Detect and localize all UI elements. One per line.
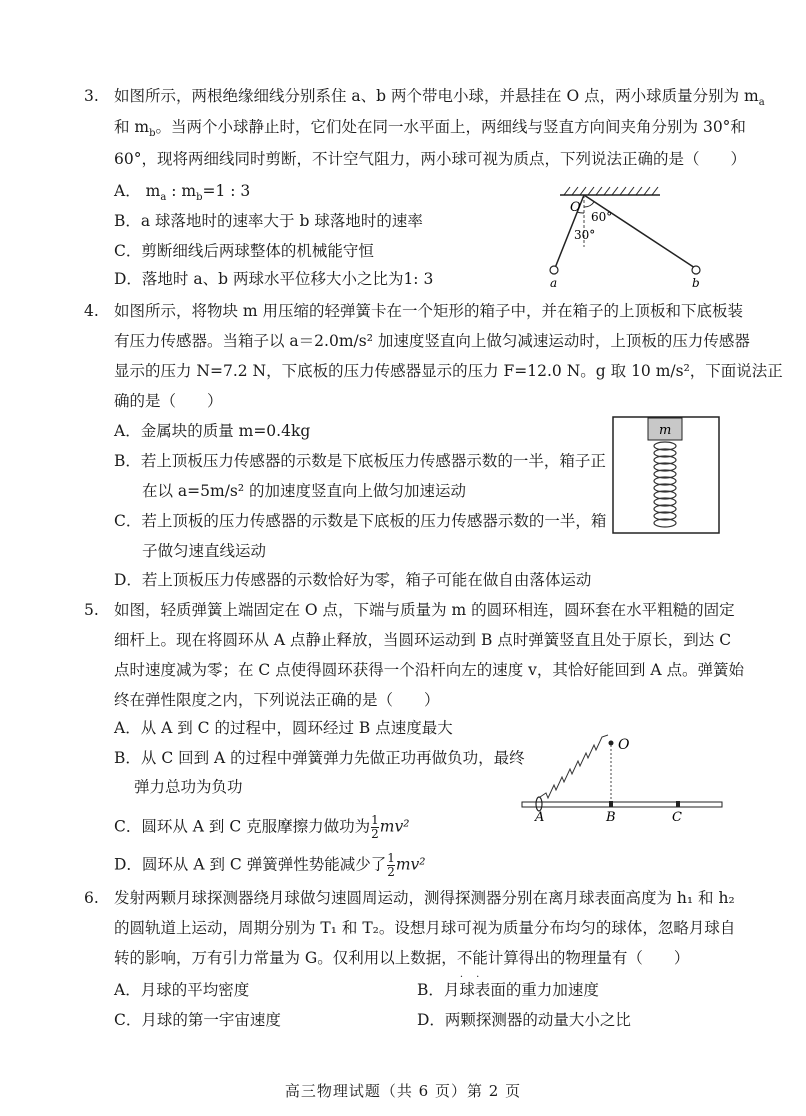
rod	[522, 802, 722, 807]
option-c: C．圆环从 A 到 C 克服摩擦力做功为 $\frac{1}{2}$ mv²	[114, 813, 410, 841]
question-number: 6.	[84, 889, 99, 907]
question-text-line: 如图所示，将物块 m 用压缩的轻弹簧卡在一个矩形的箱子中，并在箱子的上顶板和下底板装	[114, 302, 744, 320]
label-c: C	[672, 810, 682, 825]
option-c-cont: 子做匀速直线运动	[142, 542, 267, 560]
pendulum-figure	[540, 185, 720, 295]
label-o: O	[570, 200, 581, 215]
question-text-line: 如图，轻质弹簧上端固定在 O 点，下端与质量为 m 的圆环相连，圆环套在水平粗糙的固定	[114, 601, 735, 619]
option-b: B．月球表面的重力加速度	[417, 981, 599, 999]
label-m: m	[659, 423, 672, 438]
mark-b	[609, 801, 613, 807]
emphasized-text: 不能 . .	[457, 949, 488, 967]
option-d: D．若上顶板压力传感器的示数恰好为零，箱子可能在做自由落体运动	[114, 571, 592, 589]
question-text-line: 60°，现将两细线同时剪断，不计空气阻力，两小球可视为质点，下列说法正确的是（ ）	[114, 150, 746, 168]
label-60: 60°	[591, 210, 613, 224]
question-text-line: 点时速度减为零；在 C 点使得圆环获得一个沿杆向左的速度 v，其恰好能回到 A 点。弹簧始	[114, 661, 744, 679]
option-b: B．从 C 回到 A 的过程中弹簧弹力先做正功再做负功，最终	[114, 749, 525, 767]
fraction-half: $\frac{1}{2}$	[371, 813, 379, 841]
option-a: A．从 A 到 C 的过程中，圆环经过 B 点速度最大	[114, 719, 453, 737]
fraction-half: $\frac{1}{2}$	[387, 851, 395, 879]
label-a: A	[535, 810, 545, 825]
question-text-line: 显示的压力 N=7.2 N，下底板的压力传感器显示的压力 F=12.0 N。g 取 10 m/s²，下面说法正	[114, 362, 783, 380]
question-text-line: 有压力传感器。当箱子以 a＝2.0m/s² 加速度竖直向上做匀减速运动时，上顶板的压力传感器	[114, 332, 750, 350]
label-b: b	[692, 276, 700, 290]
option-a: A．金属块的质量 m=0.4kg	[114, 422, 311, 440]
question-number: 5.	[84, 601, 99, 619]
question-number: 4.	[84, 302, 99, 320]
label-b: B	[606, 810, 616, 825]
pivot-o	[609, 741, 614, 746]
option-c: C．月球的第一宇宙速度	[114, 1011, 281, 1029]
question-text-line: 的圆轨道上运动，周期分别为 T₁ 和 T₂。设想月球可视为质量分布均匀的球体，忽略月球自	[114, 919, 736, 937]
question-text-line: 如图所示，两根绝缘细线分别系住 a、b 两个带电小球，并悬挂在 O 点，两小球质量分别为 $m_a$	[114, 87, 765, 109]
ball-a	[550, 266, 558, 274]
option-d: D．落地时 a、b 两球水平位移大小之比为1: 3	[114, 270, 434, 288]
mark-c	[676, 801, 680, 807]
question-text-line: 细杆上。现在将圆环从 A 点静止释放，当圆环运动到 B 点时弹簧竖直且处于原长，到达 C	[114, 631, 732, 649]
label-a: a	[550, 276, 558, 290]
ball-b	[692, 266, 700, 274]
spring-ring-figure	[520, 735, 730, 825]
option-b: B．若上顶板压力传感器的示数是下底板压力传感器示数的一半，箱子正	[114, 452, 606, 470]
option-c: C．若上顶板的压力传感器的示数是下底板的压力传感器示数的一半，箱	[114, 512, 607, 530]
question-text-line: 转的影响，万有引力常量为 G。仅利用以上数据，不能 . .计算得出的物理量有（ ）	[114, 948, 689, 968]
option-a: A． $m_a$ : $m_b=1$ : 3	[114, 182, 251, 204]
label-30: 30°	[574, 228, 596, 242]
option-b-cont: 弹力总功为负功	[134, 778, 243, 796]
label-o: O	[618, 737, 630, 753]
spring	[540, 735, 608, 798]
spring-box-figure	[612, 416, 722, 536]
option-b: B．a 球落地时的速率大于 b 球落地时的速率	[114, 212, 423, 230]
question-text-line: 和 $m_b$。当两个小球静止时，它们处在同一水平面上，两细线与竖直方向间夹角分别为 30°和	[114, 118, 746, 140]
option-b-cont: 在以 a=5m/s² 的加速度竖直向上做匀加速运动	[142, 482, 467, 500]
question-text-line: 确的是（ ）	[114, 392, 223, 410]
option-c: C．剪断细线后两球整体的机械能守恒	[114, 242, 374, 260]
option-a: A．月球的平均密度	[114, 981, 250, 999]
page-footer: 高三物理试题（共 6 页）第 2 页	[284, 1082, 522, 1100]
option-d: D．圆环从 A 到 C 弹簧弹性势能减少了 $\frac{1}{2}$ mv²	[114, 851, 426, 879]
option-d: D．两颗探测器的动量大小之比	[417, 1011, 631, 1029]
question-text-line: 发射两颗月球探测器绕月球做匀速圆周运动，测得探测器分别在离月球表面高度为 h₁ 和 h₂	[114, 889, 735, 907]
question-number: 3.	[84, 87, 99, 105]
question-text-line: 终在弹性限度之内，下列说法正确的是（ ）	[114, 691, 440, 709]
